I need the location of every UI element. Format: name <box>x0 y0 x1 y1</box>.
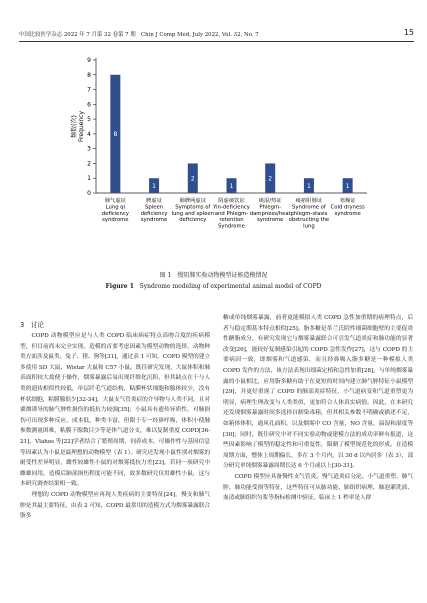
y-tick-label: 8 <box>87 71 91 79</box>
journal-running-head: 中国比较医学杂志 2022 年 7 月第 32 卷第 7 期 Chin J Comp Med, July 2022, Vol. 32, No. 7 <box>19 32 259 38</box>
y-tick-label: 6 <box>87 101 91 109</box>
y-tick-label: 0 <box>87 190 91 197</box>
x-category-label: 寒燥证 Cold dryness syndrome <box>330 198 365 217</box>
y-tick-label: 1 <box>87 175 91 183</box>
page-number: 15 <box>403 28 414 37</box>
paragraph: COPD 动物模型应是与人类 COPD 临床病症特点高吻合度的疾病模型，但目前尚未完全实现。造模的首要考虑因素为模型动物的选择，动物种类方面涉及鼠类、兔子、猪、狗等[31]，通过表 1 可知，COPD 模型的建立多使用 SD 大鼠、Wistar 大鼠和 C57 小鼠。既往研究发现，大鼠体积和肺表面积较大故便于操作，烟雾暴露后易出现纤维化沉积，但其缺点在于与人类的遗传相似性较低，单层纤毛气道结构，粘膜杯状细胞和腺体较少，没有杯状细胞，粘膜腺很少[32-34]，大鼠支气管炎症的介导物与人类不同，且对粟烟诱导的肺气肿性损伤的抵抗力较强[35]；小鼠具有遗传异质性，对肺损伤可出现多种反应，成本低，种类丰富，但限于专一经鼻呼吸，体积小使肺参数测量困难，粘膜下腺数目少等是体气道分支，难以复制重度 COPD[36-21]。Vlahos 等[22]学者结合了繁殖周期、饲养成本、可操作性与基因信息等因素认为小鼠是最理想的动物模型（表 1）。研究还发现小鼠性别对烟雾的耐受性差异明显，雌性较雄性小鼠的对烟雾抵抗力差[23]，若同一项研究中雌雄同用，造模后肺部损伤程度可能不同，故多数研究仅用雄性小鼠，这与本研究调查结果相一致。 <box>20 333 210 488</box>
y-tick-label: 5 <box>87 116 91 124</box>
bar-value-label: 8 <box>113 131 118 139</box>
bar-value-label: 1 <box>229 182 234 190</box>
figure-caption-en-label: Figure 1 <box>105 283 134 290</box>
right-column <box>223 313 413 504</box>
x-category-label: 肺气虚证 Lung qi deficiency syndrome <box>101 198 129 224</box>
figure-caption-cn: 图 1 慢阻肺实验动物模型证候造模情况 <box>159 272 268 279</box>
left-column <box>20 331 210 522</box>
bar-value-label: 1 <box>307 182 311 190</box>
x-category-label: 肺脾两虚证 Symptoms of lung and spleen deficiency <box>171 198 214 224</box>
figure-caption-en-text: Syndrome modeling of experimental animal model of COPD <box>139 283 322 290</box>
y-tick-label: 7 <box>87 86 91 94</box>
paragraph: 理想的 COPD 动物模型应再现人类疾病的主要特征[24]，慢支和肺气肿是其最主要特征。由表 2 可知，COPD 最常用的造模方式为烟雾暴露联合脂多 <box>20 491 210 520</box>
y-tick-label: 2 <box>87 160 91 168</box>
y-tick-label: 4 <box>87 130 91 138</box>
paragraph: COPD 模型应具备慢性支气管炎、慢气道炎症分泌、小气道重塑、肺气肿、肺功能受损等特征，这些特征可从肺功能、肺组织病理、肺泡灌洗液、血清或肺组织匀浆等指标检测中验证。临床上 1 秒率是人群 <box>223 473 413 502</box>
figure-caption-en <box>0 283 427 291</box>
figure-1-bar-chart <box>0 0 427 300</box>
x-category-label: 阴虚痰饮证 Yin-deficiency and Phlegm-retention Syndrome <box>213 198 250 230</box>
paragraph: 糖或单纯烟雾暴露，前者更能模拟人类 COPD 急性加重期的病理特点，后者与稳定期基本特点相似[25]。脂多糖是革兰氏阴性细菌细胞壁的主要促炎性糖脂成分，有研究发现它与烟雾暴露联合可引发气道炎症和肺功能的显著改变[26]，能较好复制感染引起的 COPD 急性发作[27]，这与 COPD 的主要病因一致，即烟雾和气道感染，而且经鼻吸入脂多糖是一种模拟人类 COPD 发作的方法，该方法表现出细菌定植和急性加重[28]。与单纯烟雾暴露的小鼠相比，应用脂多糖有助于在更短的时间内建立肺气肿特征小鼠模型[29]，并更好重现了 COPD 的肺部炎症特征，小气道病变和气道重塑更为明显，病理生理改变与人类类似，更加符合人体真实病情。因此，在本研究还发现烟雾暴露时间多选择自制染毒箱，但其相关参数不明确或描述不足，如箱体体积，通风孔面积，以及烟雾中 CO 含量，NO 含量，温湿和湿度等[30]；同时，既往研究中对不同实验动物或建模方法的成功率鲜有报道，这些因素影响了模型的稳定性和可重复性，限制了模型规范化的形成。在造模周期方面，整体上周期偏长，多在 3 个月内，以 30 d 以内居多（表 3），部分研究单纯烟雾暴露周期长达 6 个月或以上[30-31]。 <box>223 315 413 470</box>
bar-value-label: 2 <box>190 175 195 183</box>
section-title: 3 讨论 <box>20 321 44 329</box>
y-axis-label: 频数(次)Frequency <box>71 111 85 142</box>
x-category-label: 痰瘀阻肺证 Syndrome of phlegm-stasis obstructing the lung <box>288 198 330 230</box>
y-tick-label: 9 <box>87 57 91 64</box>
y-tick-label: 3 <box>87 145 91 153</box>
bar-value-label: 1 <box>345 182 350 190</box>
x-category-label: 痰湿/热证 Phlegm-dampness/heat syndrome <box>249 198 291 224</box>
bar-value-label: 1 <box>152 182 156 190</box>
bar-value-label: 2 <box>268 175 273 183</box>
x-category-label: 脾虚证 Spleen deficiency syndrome <box>140 198 168 224</box>
